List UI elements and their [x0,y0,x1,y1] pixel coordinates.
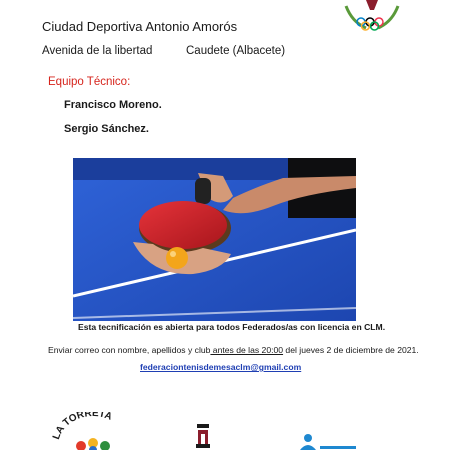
team-member: Francisco Moreno. [64,99,162,111]
team-member: Sergio Sánchez. [64,123,149,135]
olympic-logo [336,0,408,36]
venue-address: Avenida de la libertad [42,45,153,57]
instructions-after: del jueves 2 de diciembre de 2021. [283,345,419,355]
instructions-deadline: antes de las 20:00 [210,345,284,355]
notice-text: Esta tecnificación es abierta para todos Federados/as con licencia en CLM. [78,322,386,332]
venue-name: Ciudad Deportiva Antonio Amorós [42,19,238,34]
torreta-logo-text: LA TORRETA [50,412,114,442]
team-title: Equipo Técnico: [48,76,131,88]
sponsor-logo [296,428,362,450]
la-torreta-logo [48,412,138,450]
instructions-before: Enviar correo con nombre, apellidos y club [48,345,211,355]
table-tennis-photo [73,158,356,321]
instructions-text [48,345,419,355]
contact-email-link[interactable]: federaciontenisdemesaclm@gmail.com [140,362,302,372]
clm-coat-of-arms-logo [192,420,214,450]
venue-city: Caudete (Albacete) [186,45,286,57]
